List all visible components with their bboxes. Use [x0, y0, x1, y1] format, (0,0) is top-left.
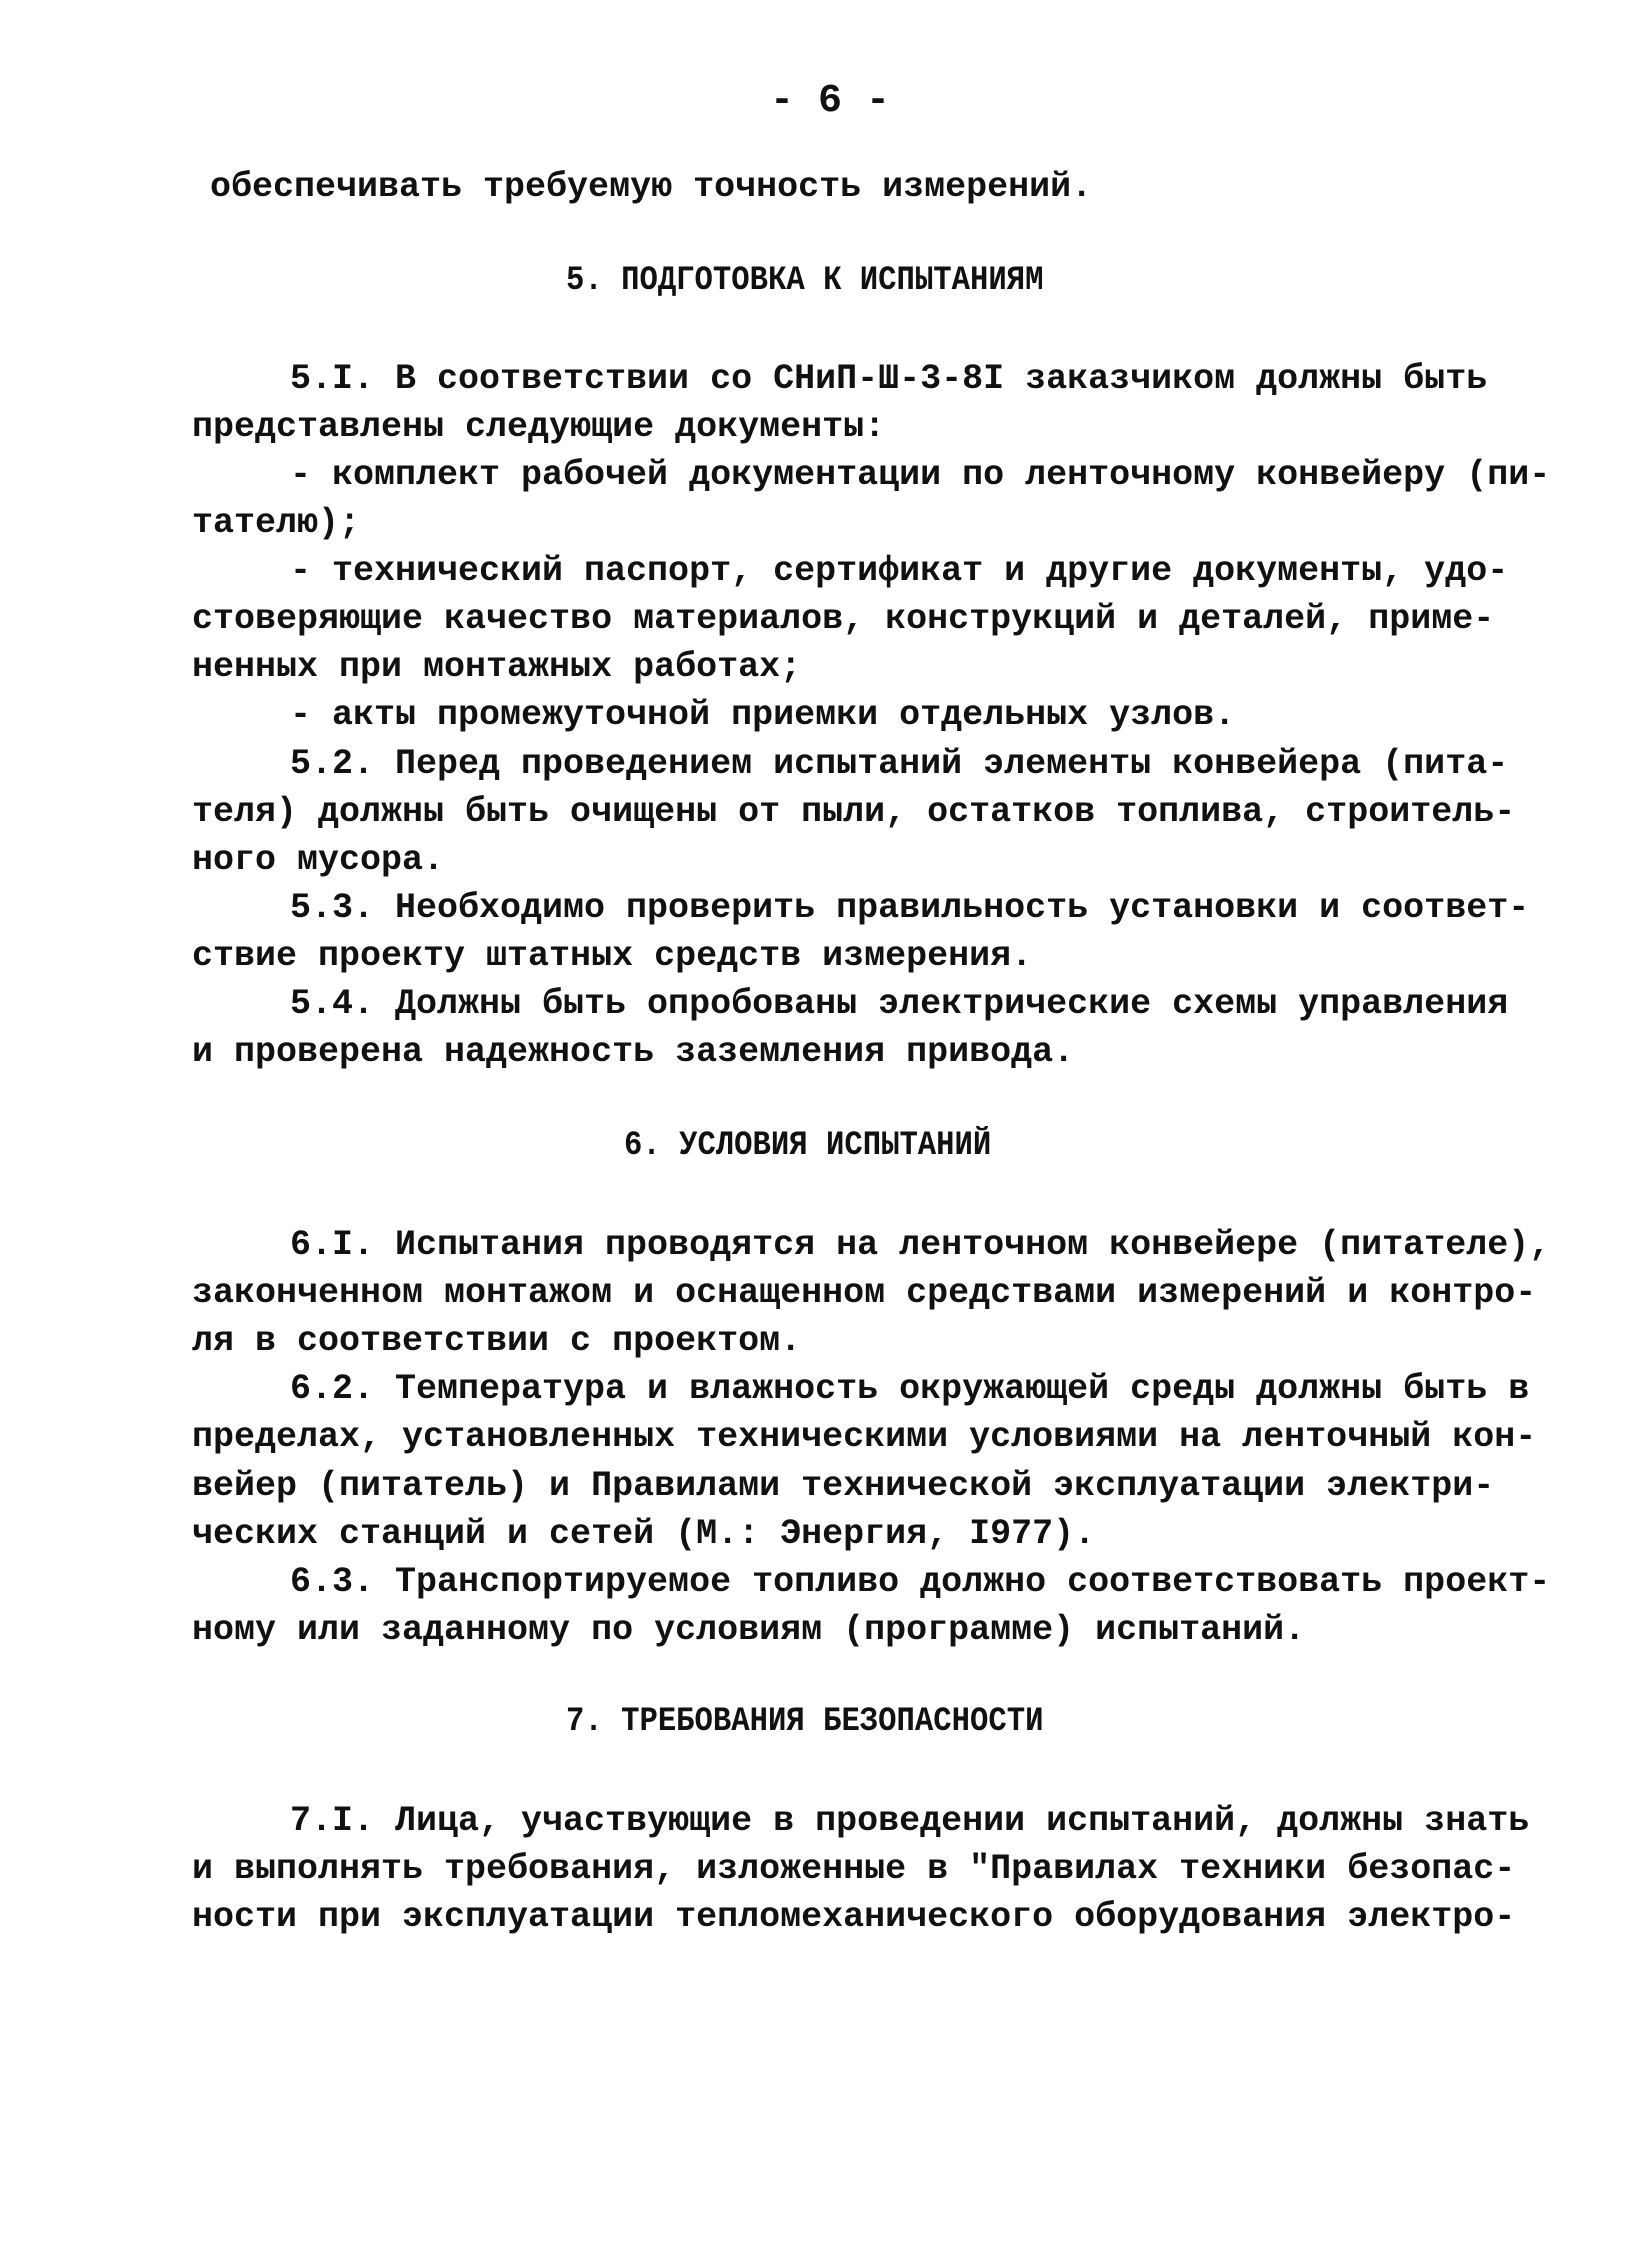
text-line: ля в соответствии с проектом.	[192, 1321, 802, 1361]
page-number: - 6 -	[770, 79, 891, 124]
text-line: - комплект рабочей документации по ленточному конвейеру (пи-	[290, 455, 1551, 495]
section-heading-6: 6. УСЛОВИЯ ИСПЫТАНИЙ	[624, 1127, 992, 1165]
text-line: тателю);	[192, 503, 361, 543]
text-line: теля) должны быть очищены от пыли, остатков топлива, строитель-	[192, 792, 1516, 832]
text-line: и проверена надежность заземления привода.	[192, 1032, 1075, 1072]
text-line: 7.I. Лица, участвующие в проведении испытаний, должны знать	[290, 1801, 1530, 1841]
text-line: пределах, установленных техническими условиями на ленточный кон-	[192, 1417, 1537, 1457]
text-line: - акты промежуточной приемки отдельных узлов.	[290, 695, 1236, 735]
text-line: ного мусора.	[192, 840, 445, 880]
text-line: 6.3. Транспортируемое топливо должно соответствовать проект-	[290, 1562, 1551, 1602]
text-line: и выполнять требования, изложенные в "Правилах техники безопас-	[192, 1849, 1516, 1889]
text-line: 5.4. Должны быть опробованы электрические схемы управления	[290, 984, 1509, 1024]
text-line: - технический паспорт, сертификат и другие документы, удо-	[290, 551, 1509, 591]
text-line: вейер (питатель) и Правилами технической эксплуатации электри-	[192, 1466, 1495, 1506]
text-line: 6.I. Испытания проводятся на ленточном конвейере (питателе),	[290, 1225, 1551, 1265]
text-line: стоверяющие качество материалов, конструкций и деталей, приме-	[192, 599, 1495, 639]
section-heading-5: 5. ПОДГОТОВКА К ИСПЫТАНИЯМ	[566, 262, 1044, 300]
text-line: ному или заданному по условиям (программе) испытаний.	[192, 1610, 1306, 1650]
text-line: 5.2. Перед проведением испытаний элементы конвейера (пита-	[290, 744, 1509, 784]
section-heading-7: 7. ТРЕБОВАНИЯ БЕЗОПАСНОСТИ	[566, 1703, 1044, 1741]
text-line: ствие проекту штатных средств измерения.	[192, 936, 1033, 976]
text-line: 5.I. В соответствии со СНиП-Ш-3-8I заказчиком должны быть	[290, 359, 1488, 399]
text-line: ненных при монтажных работах;	[192, 647, 802, 687]
text-line: обеспечивать требуемую точность измерений.	[210, 167, 1093, 207]
text-line: законченном монтажом и оснащенном средствами измерений и контро-	[192, 1273, 1537, 1313]
text-line: 5.3. Необходимо проверить правильность установки и соответ-	[290, 888, 1530, 928]
text-line: ности при эксплуатации тепломеханического оборудования электро-	[192, 1897, 1516, 1937]
text-line: ческих станций и сетей (М.: Энергия, I977).	[192, 1514, 1096, 1554]
text-line: 6.2. Температура и влажность окружающей среды должны быть в	[290, 1369, 1530, 1409]
text-line: представлены следующие документы:	[192, 407, 886, 447]
